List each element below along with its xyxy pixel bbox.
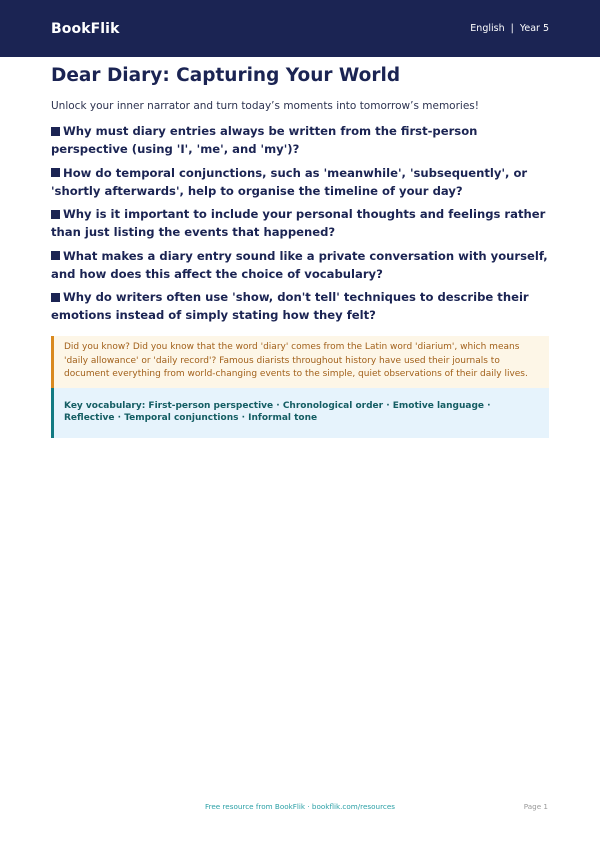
square-bullet-icon [51,127,60,136]
question-text: How do temporal conjunctions, such as 'meanwhile', 'subsequently', or 'shortly afterwards', help to organise the timeline of your day? [51,165,528,198]
square-bullet-icon [51,251,60,260]
question-item [51,122,549,158]
year-label: Year 5 [519,23,549,34]
question-text: Why must diary entries always be written from the first-person perspective (using 'I', 'me', and 'my')? [51,124,478,156]
question-list [51,122,549,324]
question-text: Why is it important to include your personal thoughts and feelings rather than just listing the events that happened? [51,207,546,239]
header-meta [470,23,549,34]
square-bullet-icon [51,293,60,302]
key-vocabulary-box: Key vocabulary: First-person perspective · Chronological order · Emotive language · Reflective · Temporal conjunctions · Informal tone [51,388,549,438]
meta-separator: | [510,23,514,34]
page-number: Page 1 [523,802,548,811]
question-item [51,288,549,324]
question-item [51,205,549,241]
question-item [51,247,549,283]
subject-label: English [470,23,505,34]
question-text: Why do writers often use 'show, don't tell' techniques to describe their emotions instead of simply stating how they felt? [51,290,529,322]
main-content [51,64,549,438]
header-bar [0,0,600,57]
brand-logo[interactable]: BookFlik [51,20,120,37]
did-you-know-callout: Did you know? Did you know that the word 'diary' comes from the Latin word 'diarium', which means 'daily allowance' or 'daily record'? Famous diarists throughout history have used their journals to document everything from world-changing events to the simple, quiet observations of their daily lives. [51,336,549,388]
square-bullet-icon [51,210,60,219]
page-title: Dear Diary: Capturing Your World [51,65,401,86]
intro-text: Unlock your inner narrator and turn today’s moments into tomorrow’s memories! [51,100,479,112]
question-text: What makes a diary entry sound like a private conversation with yourself, and how does this affect the choice of vocabulary? [51,248,548,281]
square-bullet-icon [51,168,60,177]
footer-source-link[interactable]: Free resource from BookFlik · bookflik.com/resources [204,802,396,811]
question-item [51,164,549,200]
